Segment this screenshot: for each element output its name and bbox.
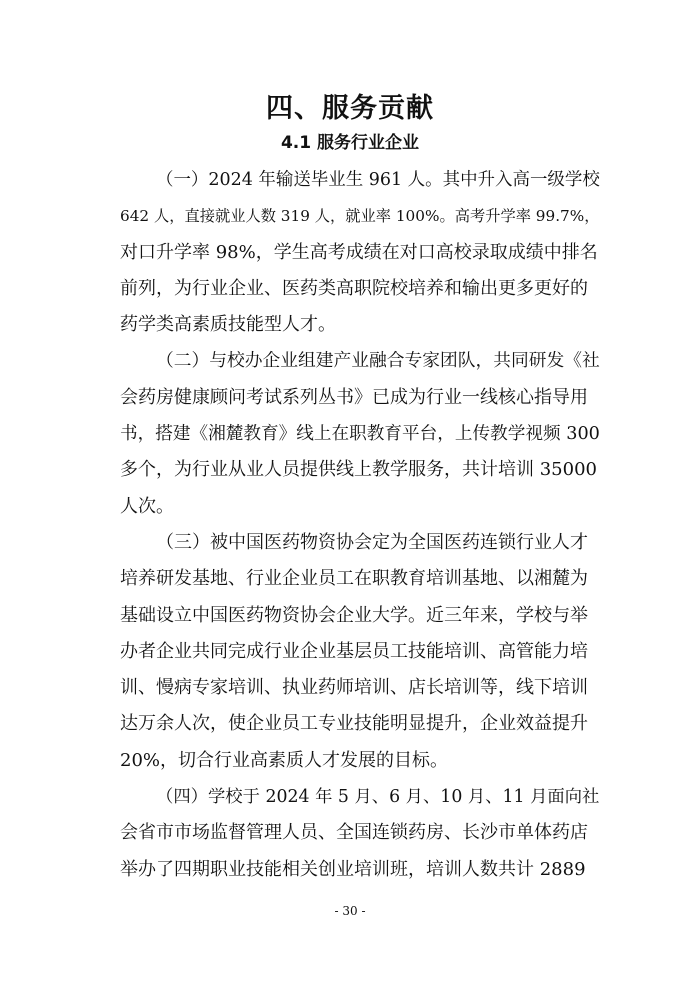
text-line: 达万余人次，使企业员工专业技能明显提升，企业效益提升: [120, 713, 588, 735]
text-line: 多个，为行业从业人员提供线上教学服务，共计培训 35000: [120, 459, 597, 481]
text-line: 训、慢病专家培训、执业药师培训、店长培训等，线下培训: [120, 677, 588, 699]
text-line: 基础设立中国医药物资协会企业大学。近三年来，学校与举: [120, 604, 588, 626]
text-line: （三）被中国医药物资协会定为全国医药连锁行业人才: [156, 531, 588, 553]
body-text: [120, 162, 600, 888]
chapter-title: 四、服务贡献: [266, 93, 434, 124]
page-number: - 30 -: [334, 904, 366, 918]
text-line: 人次。: [120, 495, 174, 517]
text-line: 20%，切合行业高素质人才发展的目标。: [120, 749, 449, 771]
text-line: 会省市市场监督管理人员、全国连锁药房、长沙市单体药店: [120, 822, 588, 844]
text-line: （二）与校办企业组建产业融合专家团队，共同研发《社: [156, 351, 600, 372]
text-line: 办者企业共同完成行业企业基层员工技能培训、高管能力培: [120, 640, 588, 662]
text-line: 会药房健康顾问考试系列丛书》已成为行业一线核心指导用: [120, 386, 588, 408]
section-title: 4.1 服务行业企业: [280, 133, 420, 153]
text-line: （一）2024 年输送毕业生 961 人。其中升入高一级学校: [156, 170, 600, 190]
text-line: 药学类高素质技能型人才。: [120, 314, 336, 336]
paragraph-4: [120, 779, 600, 888]
paragraph-3: [120, 525, 600, 779]
paragraph-2: [120, 343, 600, 524]
text-line: 培养研发基地、行业企业员工在职教育培训基地、以湘麓为: [120, 568, 588, 590]
text-line: 前列，为行业企业、医药类高职院校培养和输出更多更好的: [120, 277, 588, 299]
text-line: 642 人，直接就业人数 319 人，就业率 100%。高考升学率 99.7%，: [120, 207, 600, 226]
paragraph-1: [120, 162, 600, 343]
text-line: 书，搭建《湘麓教育》线上在职教育平台，上传教学视频 300: [120, 424, 600, 445]
text-line: 对口升学率 98%，学生高考成绩在对口高校录取成绩中排名: [120, 241, 598, 263]
text-line: 举办了四期职业技能相关创业培训班，培训人数共计 2889: [120, 858, 586, 880]
text-line: （四）学校于 2024 年 5 月、6 月、10 月、11 月面向社: [156, 787, 600, 808]
